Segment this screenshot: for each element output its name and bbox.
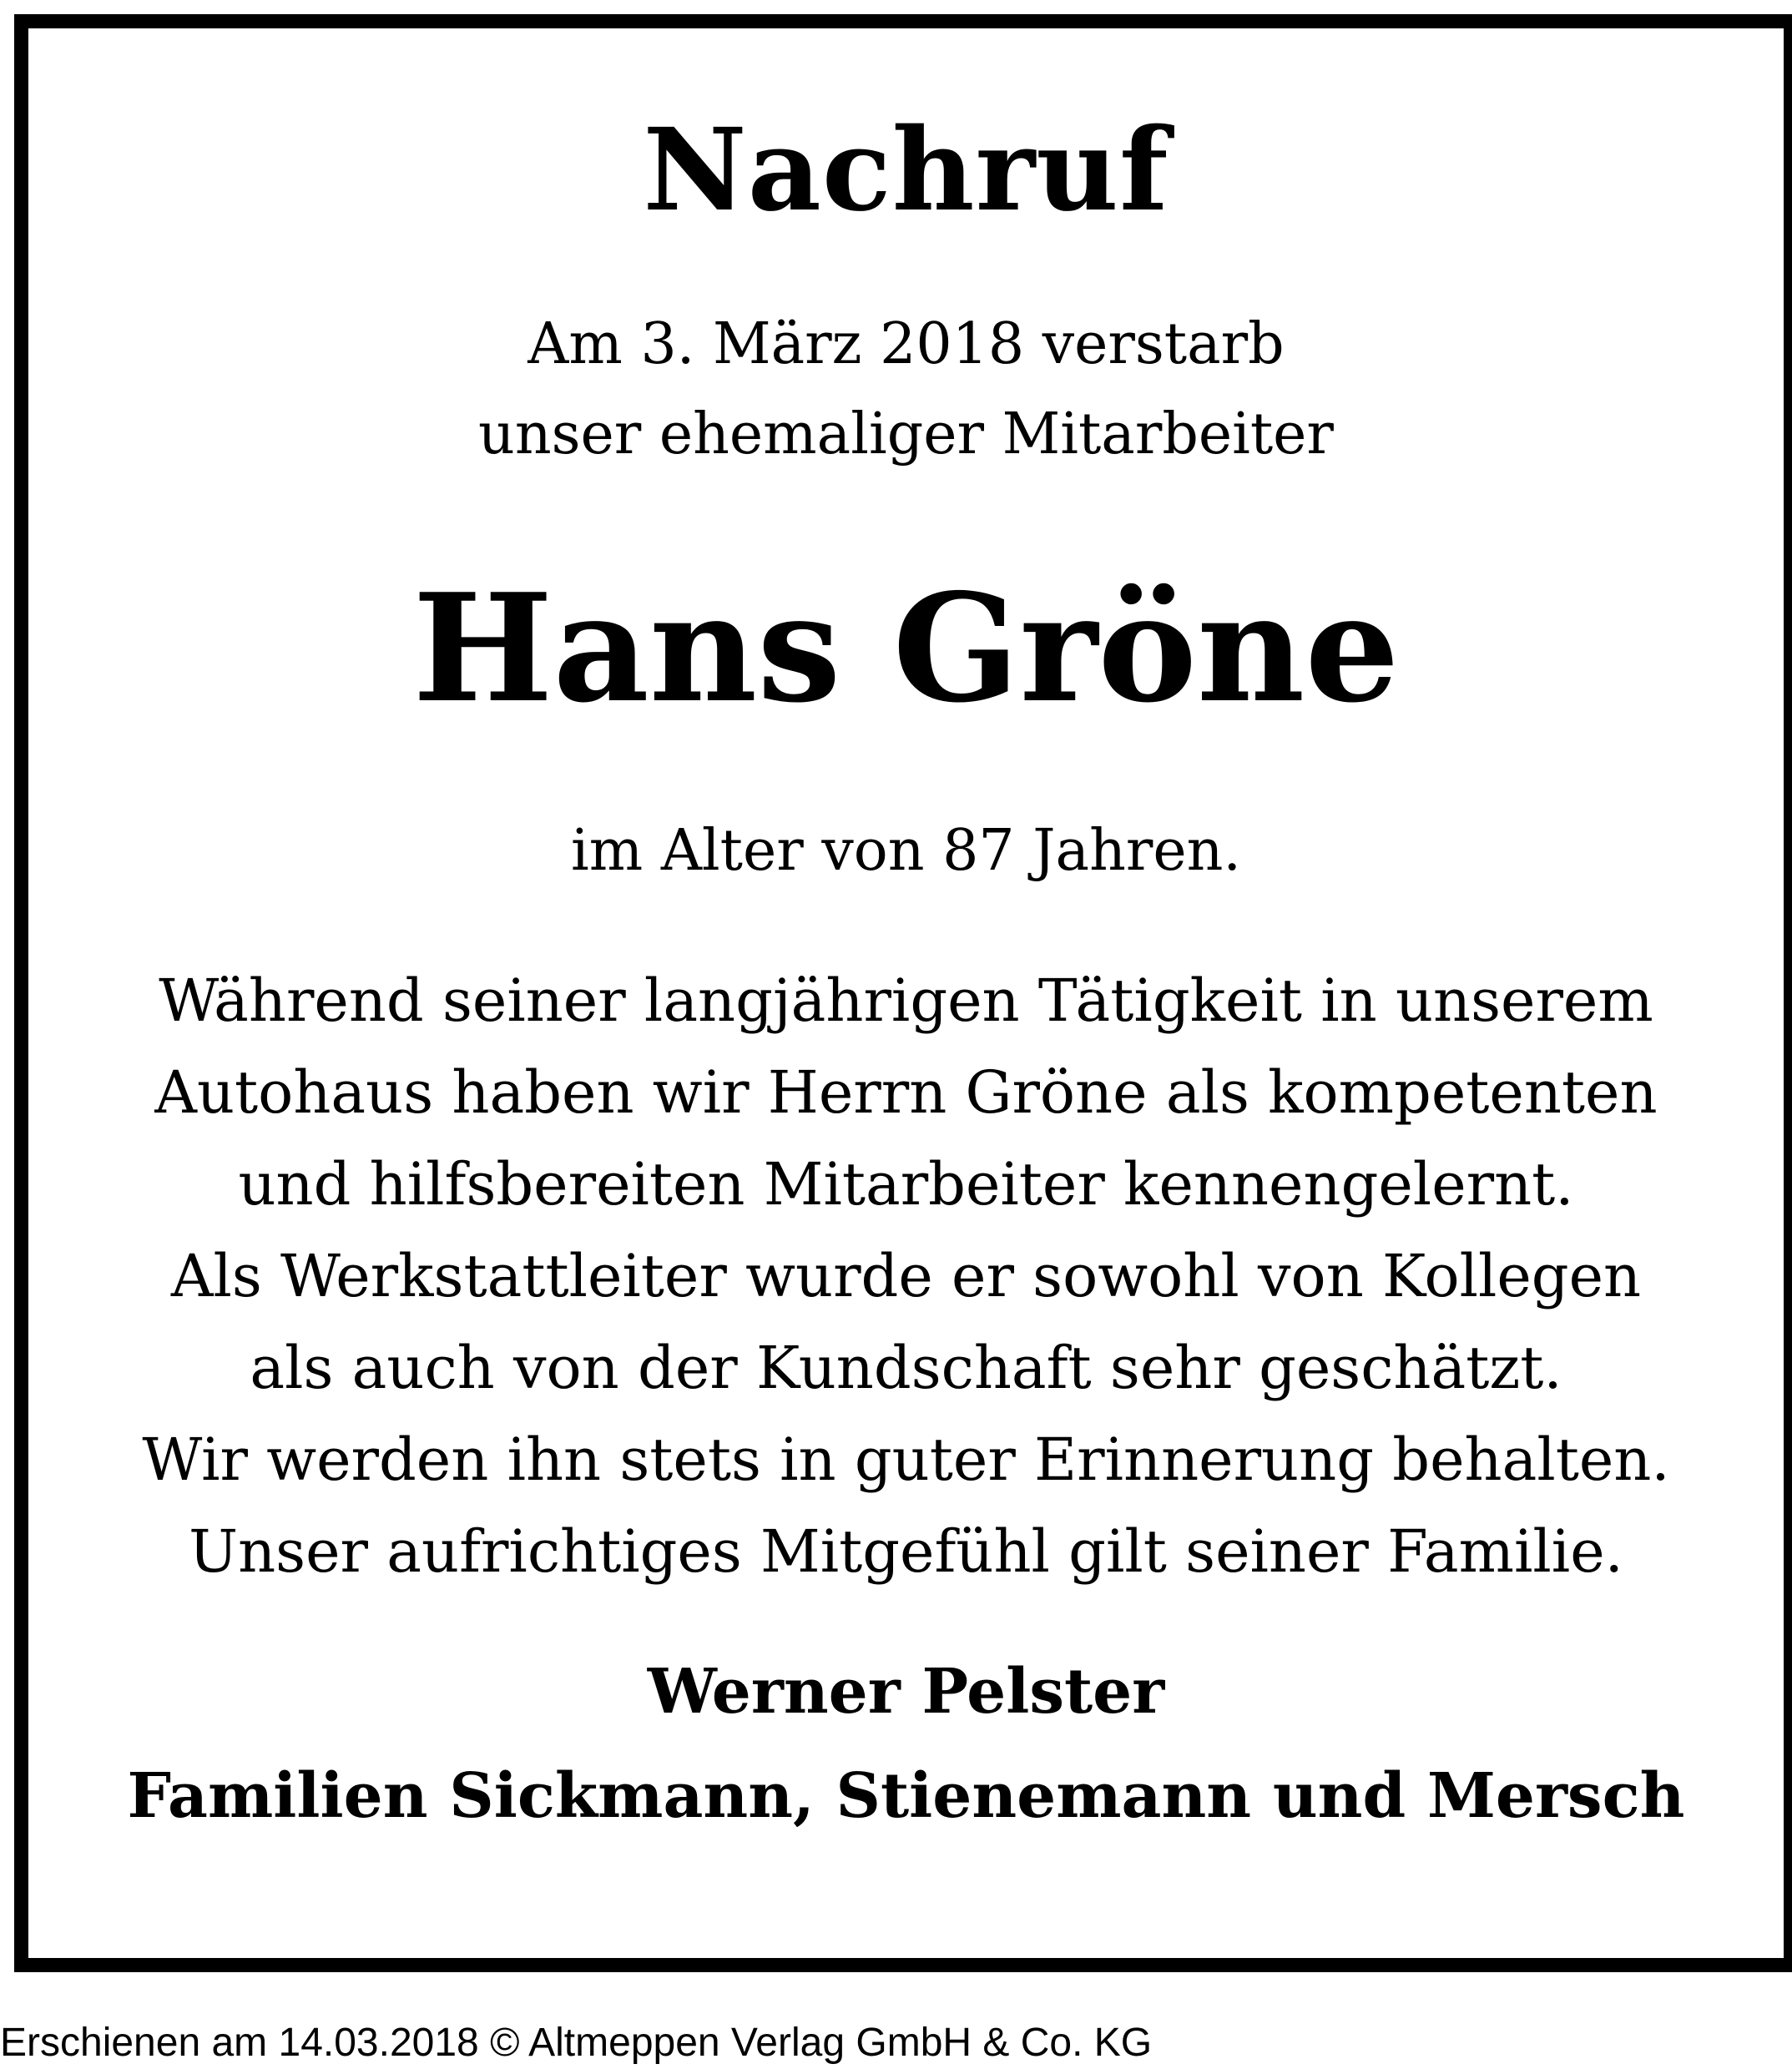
body-line-3: und hilfsbereiten Mitarbeiter kennengelernt. xyxy=(238,1150,1574,1219)
publication-footer: Erschienen am 14.03.2018 © Altmeppen Verlag GmbH & Co. KG xyxy=(0,2021,1153,2065)
signatory-primary: Werner Pelster xyxy=(647,1656,1165,1728)
notice-heading: Nachruf xyxy=(643,103,1169,237)
body-line-7: Unser aufrichtiges Mitgefühl gilt seiner Familie. xyxy=(189,1517,1623,1586)
body-line-1: Während seiner langjährigen Tätigkeit in unserem xyxy=(159,966,1653,1035)
intro-line-1: Am 3. März 2018 verstarb xyxy=(528,311,1285,377)
body-line-5: als auch von der Kundschaft sehr geschätzt. xyxy=(250,1334,1562,1402)
body-line-6: Wir werden ihn stets in guter Erinnerung behalten. xyxy=(142,1426,1670,1494)
body-line-2: Autohaus haben wir Herrn Gröne als kompetenten xyxy=(154,1058,1658,1127)
body-line-4: Als Werkstattleiter wurde er sowohl von Kollegen xyxy=(170,1242,1642,1310)
age-line: im Alter von 87 Jahren. xyxy=(570,818,1242,884)
intro-line-2: unser ehemaliger Mitarbeiter xyxy=(478,401,1334,467)
signatory-families: Familien Sickmann, Stienemann und Mersch xyxy=(127,1760,1685,1832)
deceased-name: Hans Gröne xyxy=(412,561,1400,735)
notice-content xyxy=(28,28,1784,1958)
